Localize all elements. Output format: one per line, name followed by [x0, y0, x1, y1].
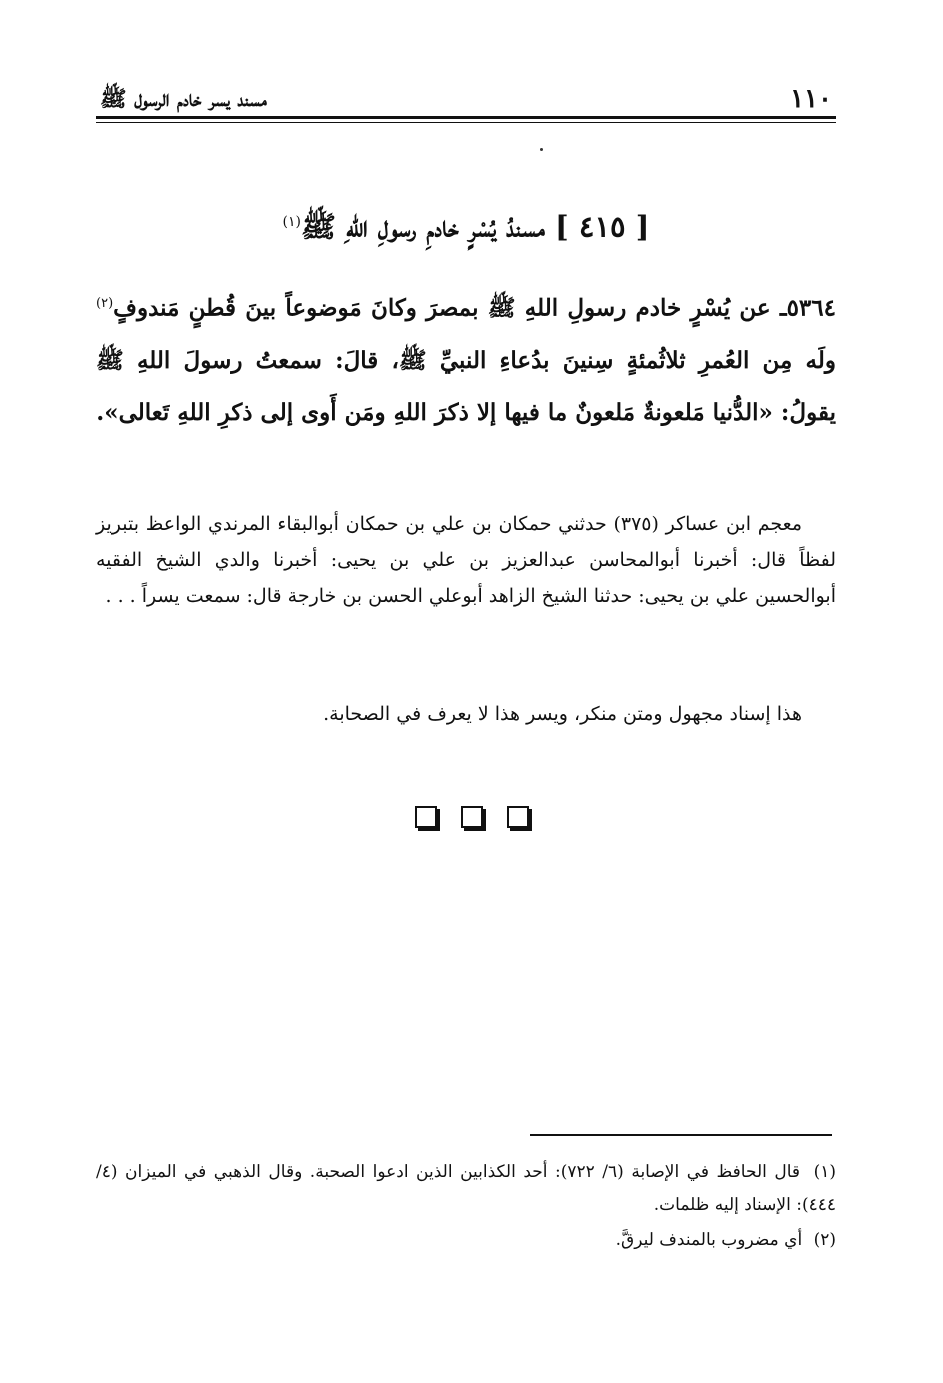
footnote-text: قال الحافظ في الإصابة (٦/ ٧٢٢): أحد الكذابين الذين ادعوا الصحبة. وقال الذهبي في الميزان (٤/ ٤٤٤): الإسناد إليه ظلمات.	[96, 1162, 836, 1215]
footnote-number: (١)	[813, 1162, 836, 1182]
footnote-2	[96, 1224, 836, 1257]
end-ornament	[0, 806, 943, 828]
hadith-text-part-1: ٥٣٦٤ـ عن يُسْرٍ خادم رسولِ اللهِ ﷺ بمصرَ وكانَ مَوضوعاً بينَ قُطنٍ مَندوفٍ	[113, 294, 836, 322]
header-rule	[96, 116, 836, 119]
stray-mark	[540, 148, 543, 151]
footnote-1	[96, 1156, 836, 1222]
section-heading-text: [ ٤١٥ ] مسندُ يُسْرٍ خادمِ رسولِ اللهِ ﷺ	[301, 209, 650, 244]
sources-paragraph: معجم ابن عساكر (٣٧٥) حدثني حمكان بن علي بن حمكان أبوالبقاء المرندي الواعظ بتبريز لفظاً قال: أخبرنا أبوالمحاسن عبدالعزيز بن علي بن يحيى: أخبرنا والدي الشيخ الفقيه أبوالحسين علي بن يحيى: حدثنا الشيخ الزاهد أبوعلي الحسن بن خارجة قال: سمعت يسراً . . .	[96, 513, 836, 607]
footnote-separator	[530, 1134, 832, 1136]
footnote-number: (٢)	[813, 1230, 836, 1250]
square-ornament-icon	[507, 806, 529, 828]
footnotes	[96, 1156, 836, 1259]
footnote-ref-2: (٢)	[96, 296, 114, 311]
hadith-text	[96, 278, 836, 439]
page-number: ١١٠	[790, 84, 832, 114]
hadith-text-part-2: ولَه مِن العُمرِ ثلاثُمئةٍ سِنينَ بدُعاءِ النبيِّ ﷺ، قالَ: سمعتُ رسولَ اللهِ ﷺ يقولُ: «الدُّنيا مَلعونةٌ مَلعونٌ ما فيها إلا ذكرَ اللهِ ومَن أَوى إلى ذكرِ اللهِ تَعالى».	[96, 346, 836, 426]
section-heading	[96, 200, 836, 249]
square-ornament-icon	[415, 806, 437, 828]
square-ornament-icon	[461, 806, 483, 828]
footnote-text: أي مضروب بالمندف ليرقَّ.	[615, 1230, 803, 1250]
running-title: مسند يسر خادم الرسول ﷺ	[100, 86, 267, 112]
header-rule-thin	[96, 122, 836, 123]
footnote-ref-1: (١)	[282, 214, 302, 230]
verdict-paragraph: هذا إسناد مجهول ومتن منكر، ويسر هذا لا يعرف في الصحابة.	[323, 703, 802, 725]
running-header	[96, 82, 836, 116]
